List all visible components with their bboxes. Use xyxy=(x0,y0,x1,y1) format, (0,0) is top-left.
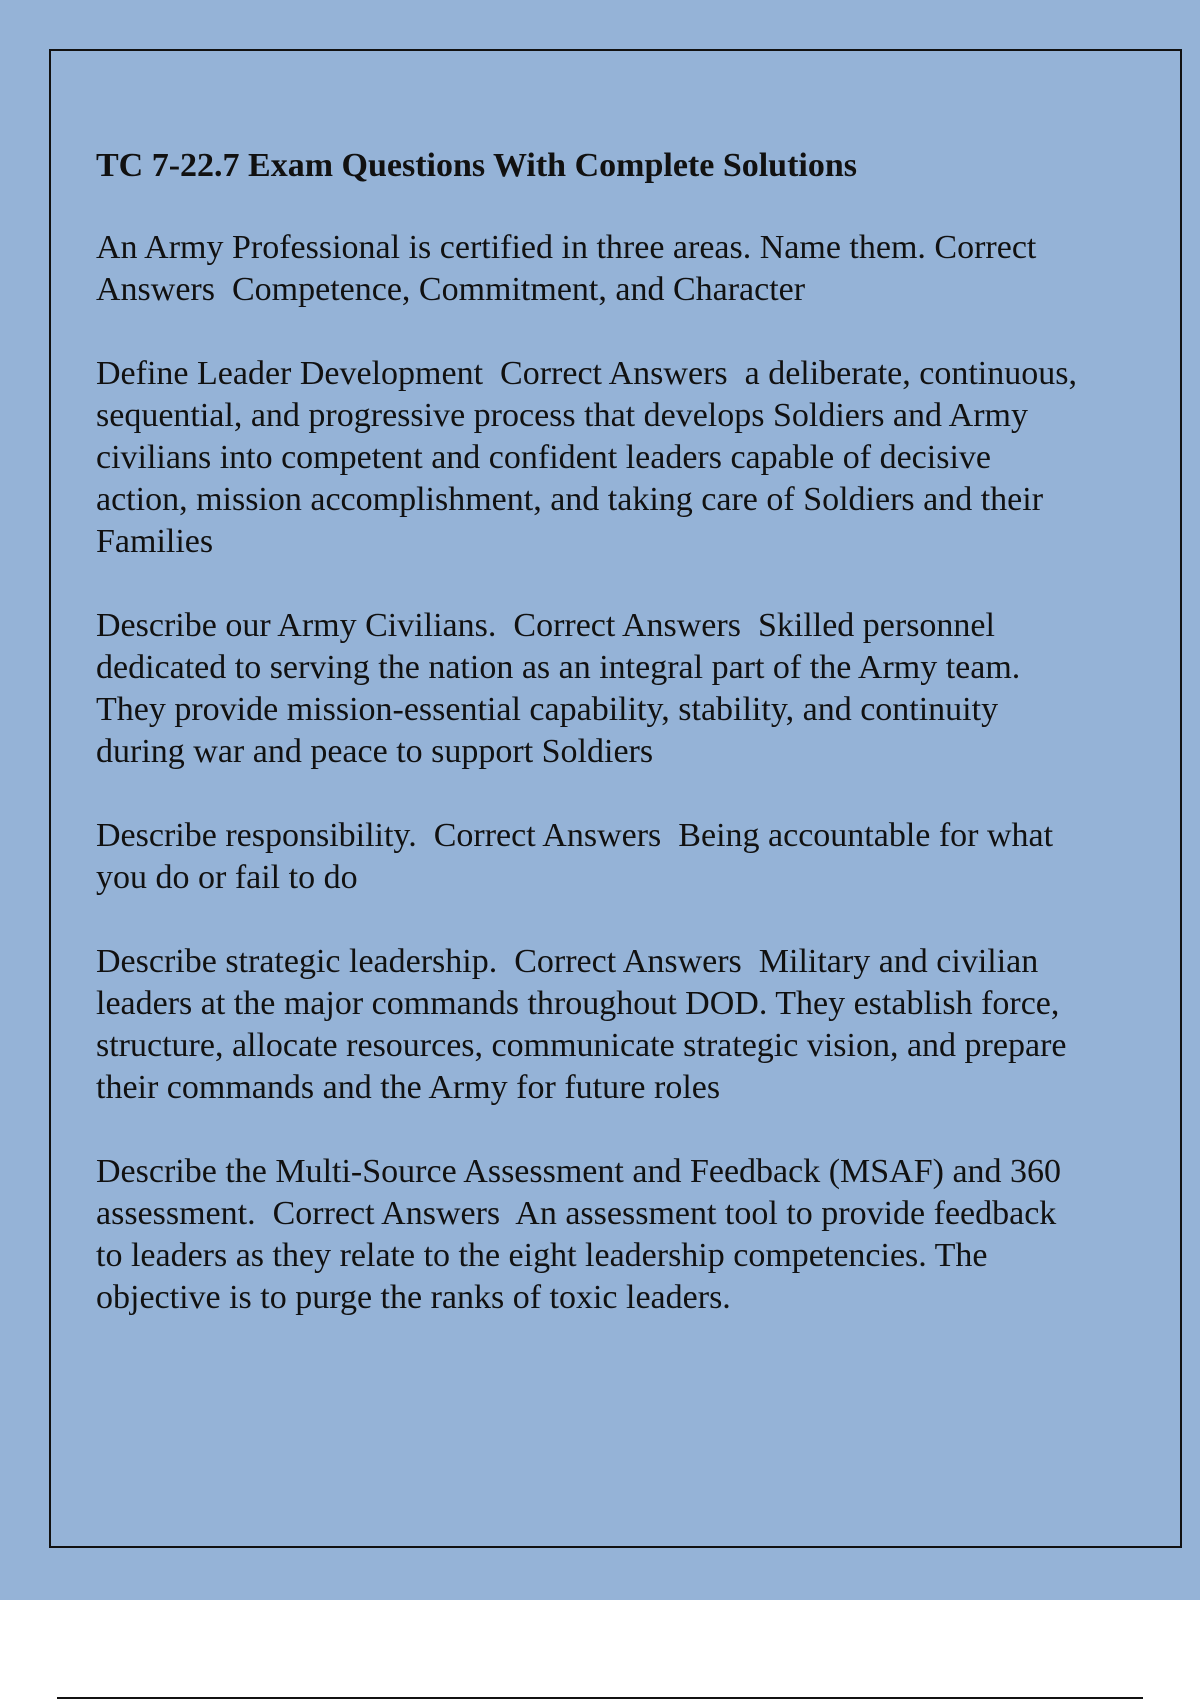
question-text: Describe our Army Civilians. xyxy=(96,607,497,644)
question-text: An Army Professional is certified in three areas. Name them. xyxy=(96,229,926,266)
answer-label: Correct Answers xyxy=(514,943,742,980)
answer-text: Being accountable for what you do or fail to do xyxy=(96,817,1062,896)
qa-item xyxy=(96,815,1086,899)
footer-rule xyxy=(57,1697,1143,1699)
document-body xyxy=(96,145,1086,1361)
answer-label: Correct Answers xyxy=(513,607,741,644)
qa-item xyxy=(96,605,1086,773)
answer-text: Military and civilian leaders at the major commands throughout DOD. They establish force, structure, allocate resources, communicate strategic vision, and prepare their commands and the Army for future roles xyxy=(96,943,1075,1106)
answer-text: Skilled personnel dedicated to serving the nation as an integral part of the Army team. They provide mission-essential capability, stability, and continuity during war and peace to support Soldiers xyxy=(96,607,1029,770)
qa-item xyxy=(96,353,1086,563)
question-text: Define Leader Development xyxy=(96,355,484,392)
question-text: Describe the Multi-Source Assessment and Feedback (MSAF) and 360 assessment. xyxy=(96,1153,1070,1232)
qa-item xyxy=(96,227,1086,311)
document-title: TC 7-22.7 Exam Questions With Complete Solutions xyxy=(96,147,857,184)
qa-item xyxy=(96,1151,1086,1319)
answer-text: An assessment tool to provide feedback to leaders as they relate to the eight leadership competencies. The objective is to purge the ranks of toxic leaders. xyxy=(96,1195,1065,1316)
answer-label: Correct Answers xyxy=(433,817,662,854)
answer-label: Correct Answers xyxy=(272,1195,501,1232)
answer-text: a deliberate, continuous, sequential, and progressive process that develops Soldiers and Army civilians into competent and confident leaders capable of decisive action, mission accomplishment, and taking care of Soldiers and their Families xyxy=(96,355,1086,560)
answer-label: Correct Answers xyxy=(96,229,1043,308)
answer-label: Correct Answers xyxy=(500,355,728,392)
question-text: Describe strategic leadership. xyxy=(96,943,498,980)
qa-item xyxy=(96,941,1086,1109)
answer-text: Competence, Commitment, and Character xyxy=(231,271,806,308)
question-text: Describe responsibility. xyxy=(96,817,417,854)
